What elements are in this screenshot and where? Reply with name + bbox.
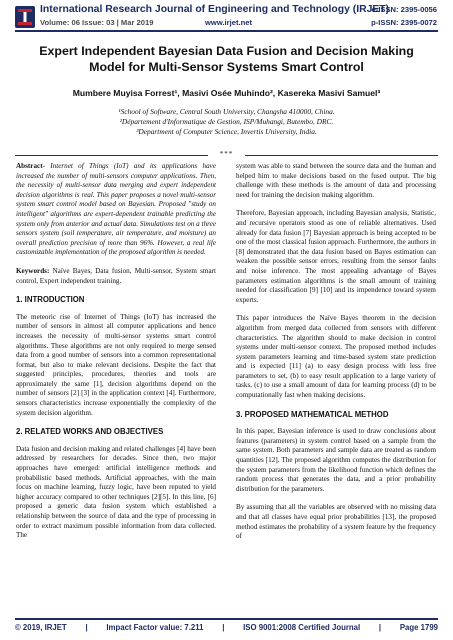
paragraph: system was able to stand between the source data and the human and helped him to make decisions based on the fused output. The big challenge with these methods is the amount of data and processing need for training the decision making algorithm. <box>236 162 436 199</box>
header-rule <box>15 30 438 32</box>
section-divider: *** <box>15 151 438 159</box>
paragraph: The meteoric rise of Internet of Things (IoT) has increased the number of sensors in almost all computer applications and hence increases the necessity of multi-sensor systems smart control algorithms. These algorithms are not only required to merge sensed data from a good number of sensors into a common representational format, but also to make relevant decisions. Despite the fact that suggested principles, procedures, theories and tools are approximately the same [1], decision algorithms depend on the number of sensors [2] [3] in the application context [4]. Furthermore, sensors characteristics increase exponentially the complexity of the system decision algorithm. <box>16 312 216 417</box>
journal-header <box>0 0 453 40</box>
abstract <box>16 162 216 258</box>
left-column <box>16 162 216 550</box>
page-footer <box>15 623 438 632</box>
journal-title: International Research Journal of Engineering and Technology (IRJET) <box>40 4 390 15</box>
section-heading-method: 3. PROPOSED MATHEMATICAL METHOD <box>236 409 389 419</box>
right-column <box>236 162 436 551</box>
affiliation-3: ³Department of Computer Science, Invertis University, India. <box>136 127 317 136</box>
paragraph: In this paper, Bayesian inference is used to draw conclusions about features (parameters) in system control based on a sample from the same system. Both parameters and sample data are treated as random quantities [12]. The proposed algorithm computes the distribution for the system parameters from the likelihood function which defines the random process that generates the data, and a prior probability distribution for the parameters. <box>236 427 436 493</box>
footer-rule <box>15 618 438 620</box>
affiliation-1: ¹School of Software, Central South University, Changsha 410000, China. <box>118 107 335 116</box>
footer-separator: | <box>222 623 225 632</box>
keywords-label: Keywords: <box>16 266 50 275</box>
section-heading-introduction: 1. INTRODUCTION <box>16 295 85 305</box>
paragraph: By assuming that all the variables are observed with no missing data and that all classes have equal prior probabilities [13], the proposed method estimates the probability of a system feature by the frequency of <box>236 503 436 541</box>
paragraph: This paper introduces the Naïve Bayes theorem in the decision algorithm from merged data collected from sensors with different characteristics. The algorithm should to make decision in control systems under multi-sensor context. The proposed method includes system parameters learning and time-based system state prediction and is expected [11] (a) to easy design process with less free parameters to set, (b) to easy result application to a large variety of tasks, (c) to use a small amount of data for learning process (d) to be computationally fast when making decisions. <box>236 314 436 400</box>
volume-issue: Volume: 06 Issue: 03 | Mar 2019 <box>40 18 154 27</box>
footer-page-number: Page 1799 <box>399 623 438 632</box>
affiliation-2: ²Département d'Informatique de Gestion, ISP/Muhangi, Butembo, DRC. <box>119 117 334 126</box>
footer-separator: | <box>378 623 382 632</box>
footer-iso: ISO 9001:2008 Certified Journal <box>243 623 361 632</box>
abstract-label: Abstract- <box>16 162 45 170</box>
journal-website-link[interactable]: www.irjet.net <box>205 18 252 27</box>
irjet-logo-icon <box>15 6 35 28</box>
section-heading-related-works: 2. RELATED WORKS AND OBJECTIVES <box>16 427 164 437</box>
footer-copyright: © 2019, IRJET <box>15 623 67 632</box>
footer-impact-factor: Impact Factor value: 7.211 <box>106 623 204 632</box>
keywords <box>16 267 216 286</box>
keywords-text: Naïve Bayes, Data fusion, Multi-sensor, System smart control, Expert independent training. <box>16 266 216 285</box>
paragraph: Data fusion and decision making and related challenges [4] have been addressed by researchers for decades. Since then, two major approaches have emerged: artificial intelligence methods and probabilistic based methods. Artificial approaches, with the main focus on machine learning, fuzzy logic, have been reputed to yield higher accuracy compared to other techniques [2][5]. In this line, [6] proposed a generic data fusion system which established a relationship between the source of data and the type of processing in order to extract maximum possible information from data collected. The <box>16 444 216 540</box>
footer-separator: | <box>85 623 88 632</box>
paper-authors: Mumbere Muyisa Forrest¹, Masivi Osée Muhindo², Kasereka Masivi Samuel³ <box>72 88 381 98</box>
paragraph: Therefore, Bayesian approach, including Bayesian analysis, Statistic, and recursive operators stood as one of reliable alternatives. Used already for data fusion [7] Bayesian approach is being accepted to be one of the most classical fusion approach. Furthermore, the authors in [8] demonstrated that the data fusion based on Bayes estimation can weaken the possible sensor errors, resulting from the sensor faults and noise inference. The most appealing advantage of Bayes parameters estimation algorithms is the small amount of training needed for classification [9] [10] and its impendence toward system experts. <box>236 209 436 304</box>
e-issn: e-ISSN: 2395-0056 <box>371 5 437 14</box>
p-issn: p-ISSN: 2395-0072 <box>371 18 437 27</box>
paper-title: Expert Independent Bayesian Data Fusion and Decision Making Model for Multi-Sensor Systems Smart Control <box>39 44 414 74</box>
abstract-text: Internet of Things (IoT) and its applications have increased the number of multi-sensors computer applications. Then, the necessity of multi-sensor data merging and expert independent decision algorithms is real. This paper proposes a novel multi-sensor system smart control model based on Bayesian. Proposed "study on intelligent" algorithms are expert-dependent trainable predicting the system only from anterior and actual data. Simulations test on a three sensors system (soil temperature, air temperature, and moisture) an overall prediction precision of more than 96%. However, a real life customizable implementation of the proposed algorithm is needed. <box>16 162 216 257</box>
